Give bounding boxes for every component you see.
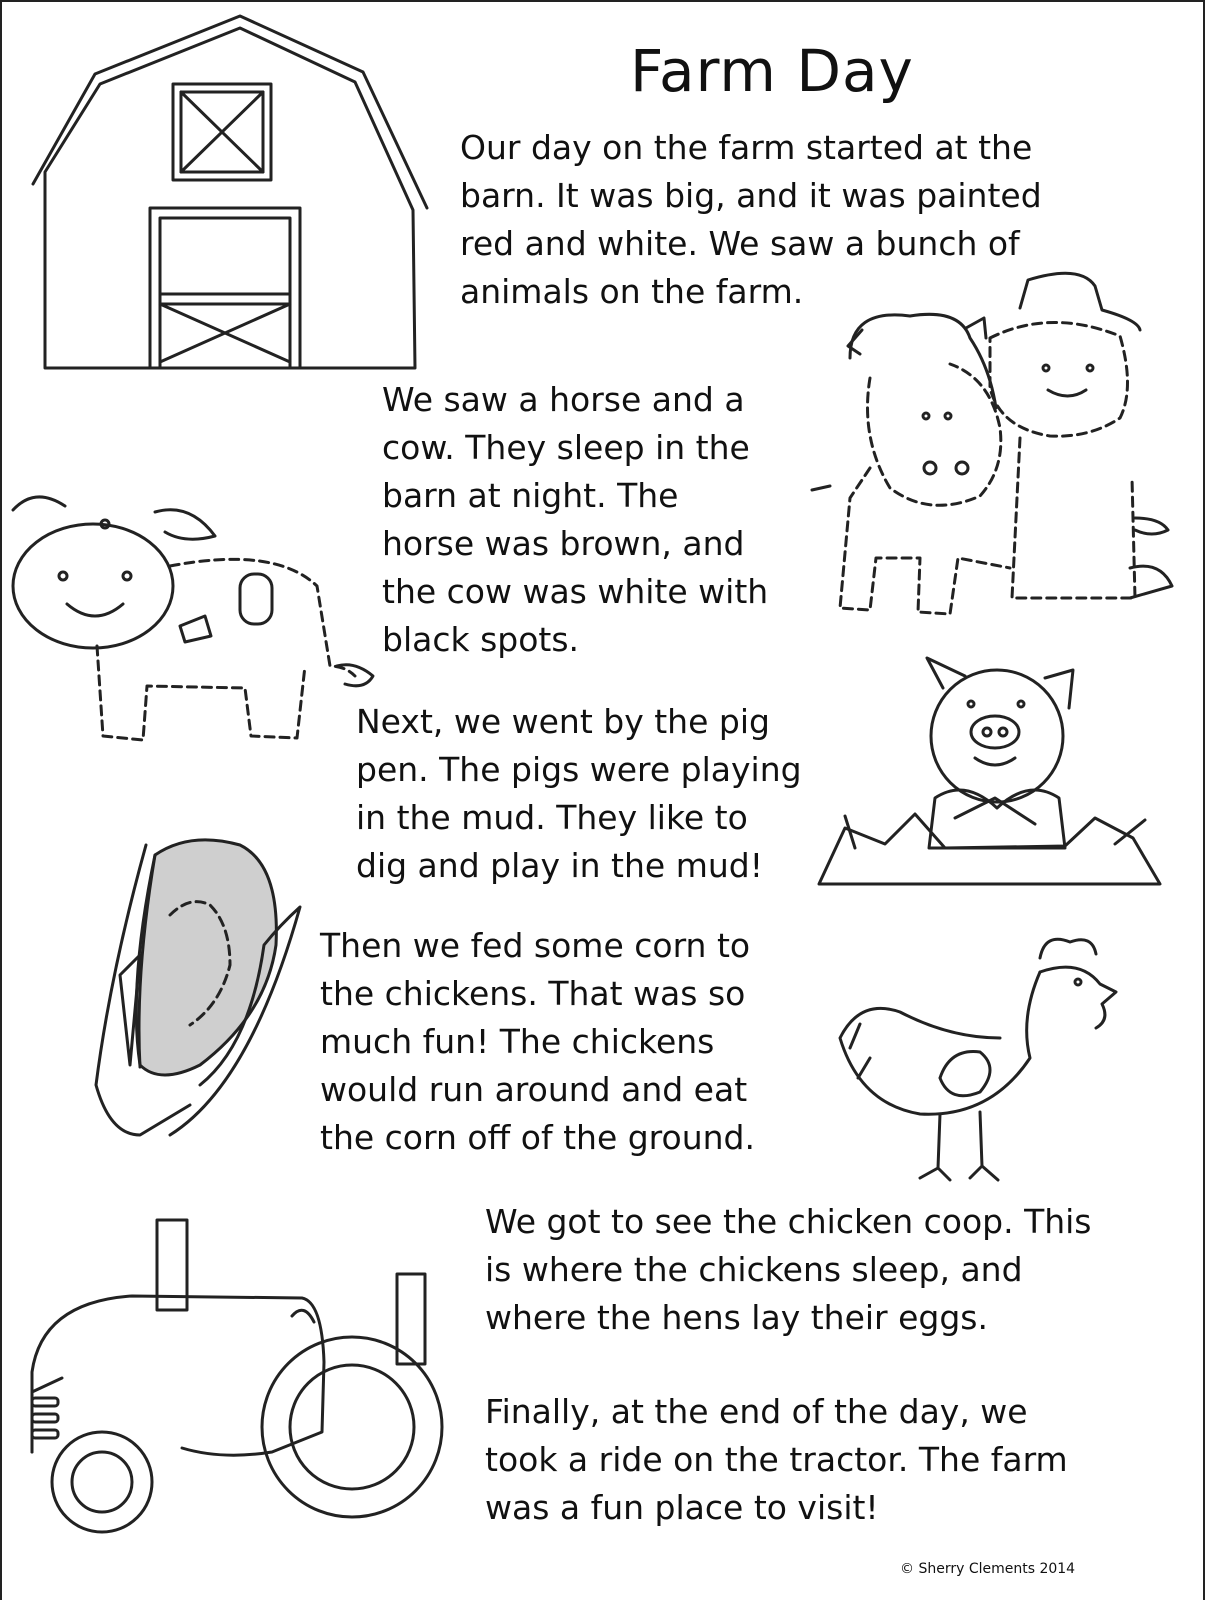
paragraph-barn: Our day on the farm started at the barn. It was big, and it was painted red and white. We saw a bunch of animals on the farm. [460, 128, 1042, 311]
paragraph-pigs: Next, we went by the pig pen. The pigs were playing in the mud. They like to dig and play in the mud! [356, 702, 802, 885]
paragraph-horse-cow: We saw a horse and a cow. They sleep in the barn at night. The horse was brown, and the cow was white with black spots. [382, 380, 769, 659]
page-border-top [0, 0, 1205, 2]
tractor-icon [22, 1212, 492, 1542]
page-title: Farm Day [630, 37, 914, 105]
cow-icon [5, 466, 385, 766]
pig-icon [815, 648, 1170, 898]
horse-and-farmer-icon [790, 268, 1180, 648]
chicken-icon [830, 928, 1130, 1198]
barn-icon [15, 22, 425, 372]
corn-icon [80, 835, 310, 1145]
paragraph-tractor: Finally, at the end of the day, we took a ride on the tractor. The farm was a fun place to visit! [485, 1392, 1068, 1527]
paragraph-coop: We got to see the chicken coop. This is where the chickens sleep, and where the hens lay their eggs. [485, 1202, 1092, 1337]
copyright-credit: © Sherry Clements 2014 [900, 1561, 1076, 1577]
page-border-left [0, 0, 2, 1600]
paragraph-chickens: Then we fed some corn to the chickens. That was so much fun! The chickens would run around and eat the corn off of the ground. [320, 926, 755, 1157]
